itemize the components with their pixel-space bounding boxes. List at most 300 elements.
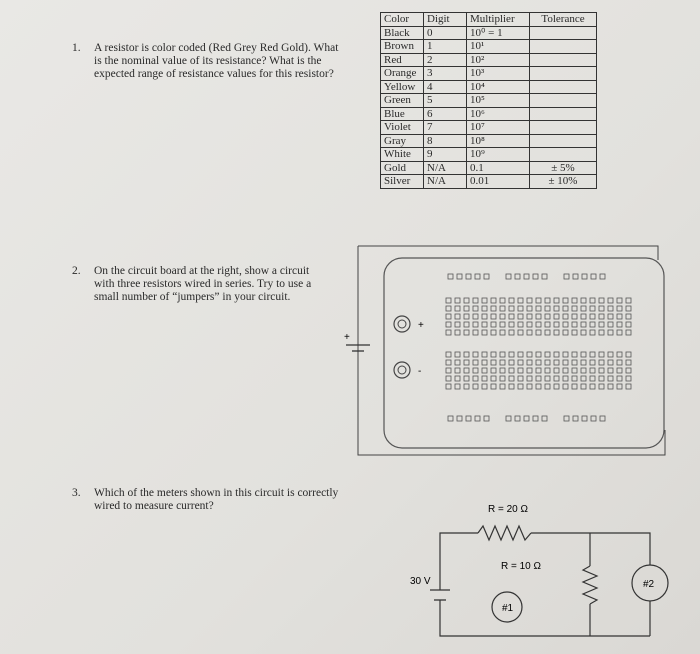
- breadboard-hole[interactable]: [581, 322, 586, 327]
- breadboard-hole[interactable]: [617, 352, 622, 357]
- breadboard-hole[interactable]: [473, 298, 478, 303]
- color-cell: Yellow: [381, 80, 424, 94]
- breadboard-hole[interactable]: [509, 352, 514, 357]
- breadboard-hole[interactable]: [509, 376, 514, 381]
- wire: [440, 600, 489, 636]
- breadboard-hole[interactable]: [591, 416, 596, 421]
- breadboard-hole[interactable]: [617, 314, 622, 319]
- breadboard-hole[interactable]: [482, 322, 487, 327]
- tolerance-cell: ± 10%: [530, 175, 597, 189]
- breadboard-hole[interactable]: [473, 314, 478, 319]
- breadboard-hole[interactable]: [617, 298, 622, 303]
- multiplier-cell: 10¹: [467, 40, 530, 54]
- breadboard-hole[interactable]: [491, 330, 496, 335]
- breadboard-hole[interactable]: [590, 298, 595, 303]
- breadboard-hole[interactable]: [524, 416, 529, 421]
- breadboard-hole[interactable]: [536, 376, 541, 381]
- breadboard-hole[interactable]: [509, 322, 514, 327]
- digit-cell: 6: [424, 107, 467, 121]
- breadboard-hole[interactable]: [563, 360, 568, 365]
- breadboard-hole[interactable]: [536, 298, 541, 303]
- color-cell: Violet: [381, 121, 424, 135]
- question-line: with three resistors wired in series. Try to use a: [94, 278, 312, 290]
- multiplier-cell: 10⁴: [467, 80, 530, 94]
- breadboard-hole[interactable]: [473, 330, 478, 335]
- breadboard-hole[interactable]: [527, 376, 532, 381]
- question-line: A resistor is color coded (Red Grey Red Gold). What: [94, 42, 339, 54]
- breadboard-hole[interactable]: [464, 306, 469, 311]
- breadboard-hole[interactable]: [527, 322, 532, 327]
- breadboard-hole[interactable]: [524, 274, 529, 279]
- breadboard-hole[interactable]: [446, 322, 451, 327]
- breadboard-hole[interactable]: [518, 384, 523, 389]
- breadboard-hole[interactable]: [455, 330, 460, 335]
- breadboard-hole[interactable]: [581, 352, 586, 357]
- breadboard-hole[interactable]: [545, 322, 550, 327]
- terminal-positive: [394, 316, 410, 332]
- breadboard-hole[interactable]: [542, 416, 547, 421]
- breadboard-hole[interactable]: [464, 384, 469, 389]
- breadboard-hole[interactable]: [455, 360, 460, 365]
- battery-plus: +: [344, 332, 350, 343]
- multiplier-cell: 10⁸: [467, 134, 530, 148]
- breadboard-hole[interactable]: [464, 376, 469, 381]
- breadboard-hole[interactable]: [466, 416, 471, 421]
- color-cell: Gray: [381, 134, 424, 148]
- breadboard-hole[interactable]: [599, 322, 604, 327]
- breadboard-hole[interactable]: [491, 368, 496, 373]
- breadboard-hole[interactable]: [590, 322, 595, 327]
- breadboard-hole[interactable]: [482, 376, 487, 381]
- breadboard-hole[interactable]: [446, 376, 451, 381]
- breadboard-hole[interactable]: [533, 274, 538, 279]
- breadboard-hole[interactable]: [608, 384, 613, 389]
- breadboard-hole[interactable]: [608, 314, 613, 319]
- breadboard-hole[interactable]: [554, 298, 559, 303]
- breadboard-hole[interactable]: [581, 314, 586, 319]
- header-multiplier: Multiplier: [467, 13, 530, 27]
- circuit-diagram: [430, 526, 668, 636]
- breadboard-hole[interactable]: [590, 384, 595, 389]
- breadboard-hole[interactable]: [554, 368, 559, 373]
- digit-cell: 4: [424, 80, 467, 94]
- breadboard-hole[interactable]: [554, 314, 559, 319]
- breadboard-hole[interactable]: [446, 298, 451, 303]
- breadboard-hole[interactable]: [518, 314, 523, 319]
- breadboard-hole[interactable]: [626, 352, 631, 357]
- voltage-label: 30 V: [410, 576, 431, 587]
- breadboard-hole[interactable]: [545, 360, 550, 365]
- breadboard-hole[interactable]: [482, 368, 487, 373]
- breadboard-hole[interactable]: [617, 368, 622, 373]
- breadboard-hole[interactable]: [448, 416, 453, 421]
- digit-cell: 3: [424, 67, 467, 81]
- breadboard-hole[interactable]: [536, 368, 541, 373]
- question-number: 3.: [72, 487, 81, 499]
- breadboard-hole[interactable]: [599, 330, 604, 335]
- breadboard-hole[interactable]: [608, 306, 613, 311]
- breadboard-hole[interactable]: [484, 274, 489, 279]
- breadboard-hole[interactable]: [518, 306, 523, 311]
- breadboard-hole[interactable]: [509, 298, 514, 303]
- breadboard-hole[interactable]: [527, 360, 532, 365]
- breadboard-hole[interactable]: [554, 322, 559, 327]
- breadboard-hole[interactable]: [617, 384, 622, 389]
- multiplier-cell: 0.1: [467, 161, 530, 175]
- breadboard-hole[interactable]: [500, 330, 505, 335]
- resistor-r1: [478, 526, 531, 540]
- breadboard-hole[interactable]: [484, 416, 489, 421]
- breadboard-hole[interactable]: [572, 368, 577, 373]
- breadboard-hole[interactable]: [482, 306, 487, 311]
- breadboard-hole[interactable]: [491, 384, 496, 389]
- breadboard-hole[interactable]: [527, 298, 532, 303]
- breadboard-hole[interactable]: [536, 330, 541, 335]
- breadboard-hole[interactable]: [509, 368, 514, 373]
- breadboard-hole[interactable]: [473, 322, 478, 327]
- breadboard-hole[interactable]: [545, 376, 550, 381]
- breadboard-hole[interactable]: [446, 306, 451, 311]
- breadboard-hole[interactable]: [473, 306, 478, 311]
- breadboard-hole[interactable]: [464, 330, 469, 335]
- breadboard-hole[interactable]: [563, 306, 568, 311]
- breadboard-hole[interactable]: [563, 322, 568, 327]
- breadboard-hole[interactable]: [626, 360, 631, 365]
- question-number: 2.: [72, 265, 81, 277]
- breadboard-hole[interactable]: [626, 376, 631, 381]
- breadboard-hole[interactable]: [509, 384, 514, 389]
- breadboard-hole[interactable]: [608, 322, 613, 327]
- breadboard-hole[interactable]: [573, 274, 578, 279]
- breadboard-hole[interactable]: [590, 330, 595, 335]
- digit-cell: 7: [424, 121, 467, 135]
- breadboard-hole[interactable]: [608, 330, 613, 335]
- breadboard-hole[interactable]: [482, 352, 487, 357]
- breadboard-hole[interactable]: [545, 330, 550, 335]
- color-cell: Black: [381, 26, 424, 40]
- breadboard-hole[interactable]: [446, 330, 451, 335]
- breadboard-hole[interactable]: [527, 384, 532, 389]
- breadboard-hole[interactable]: [599, 306, 604, 311]
- breadboard-hole[interactable]: [527, 352, 532, 357]
- breadboard-hole[interactable]: [473, 376, 478, 381]
- question-number: 1.: [72, 42, 81, 54]
- breadboard-hole[interactable]: [446, 384, 451, 389]
- question-line: Which of the meters shown in this circuit is correctly: [94, 487, 339, 499]
- breadboard-hole[interactable]: [455, 384, 460, 389]
- breadboard-hole[interactable]: [482, 384, 487, 389]
- breadboard-hole[interactable]: [536, 384, 541, 389]
- breadboard-hole[interactable]: [455, 314, 460, 319]
- breadboard-hole[interactable]: [536, 306, 541, 311]
- breadboard-hole[interactable]: [509, 306, 514, 311]
- resistor-r2: [583, 566, 597, 604]
- breadboard-hole[interactable]: [482, 314, 487, 319]
- color-cell: Blue: [381, 107, 424, 121]
- r1-label: R = 20 Ω: [488, 504, 528, 515]
- terminal-negative: [394, 362, 410, 378]
- breadboard-hole[interactable]: [491, 298, 496, 303]
- breadboard-hole[interactable]: [446, 352, 451, 357]
- breadboard-hole[interactable]: [581, 298, 586, 303]
- breadboard-hole[interactable]: [564, 416, 569, 421]
- breadboard-hole[interactable]: [545, 352, 550, 357]
- breadboard-hole[interactable]: [545, 384, 550, 389]
- breadboard-hole[interactable]: [482, 330, 487, 335]
- question-line: wired to measure current?: [94, 500, 214, 512]
- breadboard-hole[interactable]: [582, 274, 587, 279]
- breadboard-hole[interactable]: [599, 352, 604, 357]
- breadboard-hole[interactable]: [554, 306, 559, 311]
- multiplier-cell: 10⁷: [467, 121, 530, 135]
- breadboard-hole[interactable]: [626, 330, 631, 335]
- breadboard-hole[interactable]: [564, 274, 569, 279]
- breadboard-hole[interactable]: [464, 352, 469, 357]
- breadboard-hole[interactable]: [509, 330, 514, 335]
- breadboard-hole[interactable]: [457, 416, 462, 421]
- breadboard-hole[interactable]: [518, 360, 523, 365]
- breadboard-hole[interactable]: [518, 298, 523, 303]
- terminal-positive-inner: [398, 320, 406, 328]
- breadboard-hole[interactable]: [518, 368, 523, 373]
- breadboard-hole[interactable]: [500, 360, 505, 365]
- breadboard-hole[interactable]: [515, 416, 520, 421]
- breadboard-hole[interactable]: [448, 274, 453, 279]
- breadboard-hole[interactable]: [446, 368, 451, 373]
- breadboard-hole[interactable]: [554, 376, 559, 381]
- breadboard-hole[interactable]: [500, 368, 505, 373]
- breadboard-hole[interactable]: [617, 376, 622, 381]
- breadboard-hole[interactable]: [473, 352, 478, 357]
- breadboard-hole[interactable]: [608, 298, 613, 303]
- breadboard-hole[interactable]: [617, 360, 622, 365]
- digit-cell: 5: [424, 94, 467, 108]
- breadboard-hole[interactable]: [599, 376, 604, 381]
- breadboard-hole[interactable]: [600, 416, 605, 421]
- header-color: Color: [381, 13, 424, 27]
- breadboard-hole[interactable]: [482, 298, 487, 303]
- breadboard-hole[interactable]: [464, 298, 469, 303]
- terminal-negative-inner: [398, 366, 406, 374]
- question-line: expected range of resistance values for this resistor?: [94, 68, 334, 80]
- breadboard-hole[interactable]: [464, 314, 469, 319]
- breadboard-hole[interactable]: [599, 314, 604, 319]
- breadboard-hole[interactable]: [509, 360, 514, 365]
- breadboard-hole[interactable]: [475, 416, 480, 421]
- meter-2-label: #2: [643, 579, 655, 590]
- breadboard-hole[interactable]: [600, 274, 605, 279]
- digit-cell: N/A: [424, 161, 467, 175]
- breadboard-hole[interactable]: [506, 416, 511, 421]
- breadboard-hole[interactable]: [581, 360, 586, 365]
- breadboard-hole[interactable]: [455, 298, 460, 303]
- breadboard-hole[interactable]: [518, 376, 523, 381]
- breadboard-hole[interactable]: [608, 360, 613, 365]
- tolerance-cell: ± 5%: [530, 161, 597, 175]
- breadboard-hole[interactable]: [599, 368, 604, 373]
- breadboard-hole[interactable]: [506, 274, 511, 279]
- breadboard-hole[interactable]: [545, 306, 550, 311]
- breadboard-hole[interactable]: [491, 322, 496, 327]
- breadboard-hole[interactable]: [455, 376, 460, 381]
- breadboard-hole[interactable]: [563, 330, 568, 335]
- breadboard-hole[interactable]: [581, 330, 586, 335]
- breadboard-hole[interactable]: [466, 274, 471, 279]
- breadboard-hole[interactable]: [500, 322, 505, 327]
- breadboard-hole[interactable]: [473, 360, 478, 365]
- breadboard-hole[interactable]: [572, 360, 577, 365]
- breadboard-hole[interactable]: [563, 368, 568, 373]
- breadboard-hole[interactable]: [545, 368, 550, 373]
- breadboard-hole[interactable]: [554, 330, 559, 335]
- breadboard-hole[interactable]: [563, 384, 568, 389]
- breadboard-hole[interactable]: [527, 330, 532, 335]
- breadboard-hole[interactable]: [554, 352, 559, 357]
- multiplier-cell: 10⁵: [467, 94, 530, 108]
- breadboard-hole[interactable]: [464, 368, 469, 373]
- breadboard-hole[interactable]: [563, 298, 568, 303]
- multiplier-cell: 0.01: [467, 175, 530, 189]
- breadboard-hole[interactable]: [581, 384, 586, 389]
- terminal-plus-sign: +: [418, 320, 424, 331]
- breadboard-hole[interactable]: [617, 330, 622, 335]
- breadboard-hole[interactable]: [573, 416, 578, 421]
- breadboard-hole[interactable]: [590, 352, 595, 357]
- breadboard-hole[interactable]: [617, 322, 622, 327]
- breadboard-hole[interactable]: [464, 360, 469, 365]
- breadboard-hole[interactable]: [527, 314, 532, 319]
- breadboard-hole[interactable]: [475, 274, 480, 279]
- breadboard-hole[interactable]: [491, 314, 496, 319]
- breadboard-hole[interactable]: [536, 314, 541, 319]
- breadboard-hole[interactable]: [572, 314, 577, 319]
- breadboard-hole[interactable]: [518, 330, 523, 335]
- breadboard-hole[interactable]: [599, 384, 604, 389]
- breadboard-hole[interactable]: [518, 322, 523, 327]
- breadboard-hole[interactable]: [527, 368, 532, 373]
- breadboard-hole[interactable]: [608, 352, 613, 357]
- breadboard-hole[interactable]: [491, 360, 496, 365]
- breadboard-hole[interactable]: [581, 376, 586, 381]
- breadboard-hole[interactable]: [500, 384, 505, 389]
- breadboard-hole[interactable]: [626, 306, 631, 311]
- digit-cell: 9: [424, 148, 467, 162]
- breadboard-hole[interactable]: [608, 368, 613, 373]
- breadboard-hole[interactable]: [457, 274, 462, 279]
- breadboard-hole[interactable]: [536, 352, 541, 357]
- multiplier-cell: 10⁰ = 1: [467, 26, 530, 40]
- digit-cell: 0: [424, 26, 467, 40]
- wire: [358, 246, 665, 455]
- breadboard-hole[interactable]: [533, 416, 538, 421]
- breadboard-hole[interactable]: [608, 376, 613, 381]
- breadboard-hole[interactable]: [563, 352, 568, 357]
- breadboard-hole[interactable]: [482, 360, 487, 365]
- breadboard-hole[interactable]: [572, 384, 577, 389]
- breadboard-hole[interactable]: [536, 360, 541, 365]
- breadboard-hole[interactable]: [500, 306, 505, 311]
- breadboard-hole[interactable]: [599, 298, 604, 303]
- breadboard-hole[interactable]: [572, 330, 577, 335]
- question-line: is the nominal value of its resistance? What is the: [94, 55, 322, 67]
- breadboard-hole[interactable]: [626, 322, 631, 327]
- breadboard-hole[interactable]: [500, 376, 505, 381]
- breadboard-hole[interactable]: [509, 314, 514, 319]
- breadboard-hole[interactable]: [446, 360, 451, 365]
- breadboard-hole[interactable]: [572, 306, 577, 311]
- color-cell: Green: [381, 94, 424, 108]
- breadboard-hole[interactable]: [464, 322, 469, 327]
- breadboard-hole[interactable]: [590, 306, 595, 311]
- multiplier-cell: 10³: [467, 67, 530, 81]
- breadboard-hole[interactable]: [473, 368, 478, 373]
- digit-cell: 1: [424, 40, 467, 54]
- question-line: small number of “jumpers” in your circuit.: [94, 291, 291, 303]
- breadboard-hole[interactable]: [590, 360, 595, 365]
- breadboard-hole[interactable]: [500, 352, 505, 357]
- breadboard-hole[interactable]: [572, 352, 577, 357]
- breadboard-hole[interactable]: [542, 274, 547, 279]
- breadboard-hole[interactable]: [617, 306, 622, 311]
- color-cell: White: [381, 148, 424, 162]
- breadboard-hole[interactable]: [491, 376, 496, 381]
- breadboard-hole[interactable]: [626, 384, 631, 389]
- breadboard-hole[interactable]: [626, 298, 631, 303]
- breadboard-hole[interactable]: [563, 376, 568, 381]
- breadboard-hole[interactable]: [563, 314, 568, 319]
- multiplier-cell: 10²: [467, 53, 530, 67]
- breadboard-hole[interactable]: [500, 298, 505, 303]
- breadboard-hole[interactable]: [572, 376, 577, 381]
- breadboard-hole[interactable]: [554, 360, 559, 365]
- breadboard-hole[interactable]: [455, 352, 460, 357]
- breadboard-hole[interactable]: [545, 314, 550, 319]
- breadboard-hole[interactable]: [536, 322, 541, 327]
- breadboard-hole[interactable]: [455, 322, 460, 327]
- header-digit: Digit: [424, 13, 467, 27]
- breadboard-hole[interactable]: [626, 314, 631, 319]
- breadboard-hole[interactable]: [473, 384, 478, 389]
- breadboard-hole[interactable]: [581, 306, 586, 311]
- breadboard-hole[interactable]: [572, 298, 577, 303]
- breadboard-hole[interactable]: [446, 314, 451, 319]
- breadboard-hole[interactable]: [582, 416, 587, 421]
- breadboard-hole[interactable]: [455, 306, 460, 311]
- breadboard-hole[interactable]: [518, 352, 523, 357]
- breadboard-hole[interactable]: [590, 314, 595, 319]
- breadboard-hole[interactable]: [581, 368, 586, 373]
- breadboard-hole[interactable]: [515, 274, 520, 279]
- color-cell: Brown: [381, 40, 424, 54]
- breadboard-hole[interactable]: [545, 298, 550, 303]
- digit-cell: 2: [424, 53, 467, 67]
- breadboard-hole[interactable]: [554, 384, 559, 389]
- breadboard-hole[interactable]: [500, 314, 505, 319]
- breadboard-hole[interactable]: [455, 368, 460, 373]
- breadboard-hole[interactable]: [491, 352, 496, 357]
- breadboard-hole[interactable]: [527, 306, 532, 311]
- breadboard-hole[interactable]: [491, 306, 496, 311]
- breadboard-hole[interactable]: [590, 368, 595, 373]
- breadboard-hole[interactable]: [591, 274, 596, 279]
- breadboard-hole[interactable]: [626, 368, 631, 373]
- color-cell: Orange: [381, 67, 424, 81]
- breadboard-hole[interactable]: [572, 322, 577, 327]
- multiplier-cell: 10⁶: [467, 107, 530, 121]
- breadboard-hole[interactable]: [590, 376, 595, 381]
- terminal-minus-sign: -: [418, 366, 422, 377]
- breadboard-hole[interactable]: [599, 360, 604, 365]
